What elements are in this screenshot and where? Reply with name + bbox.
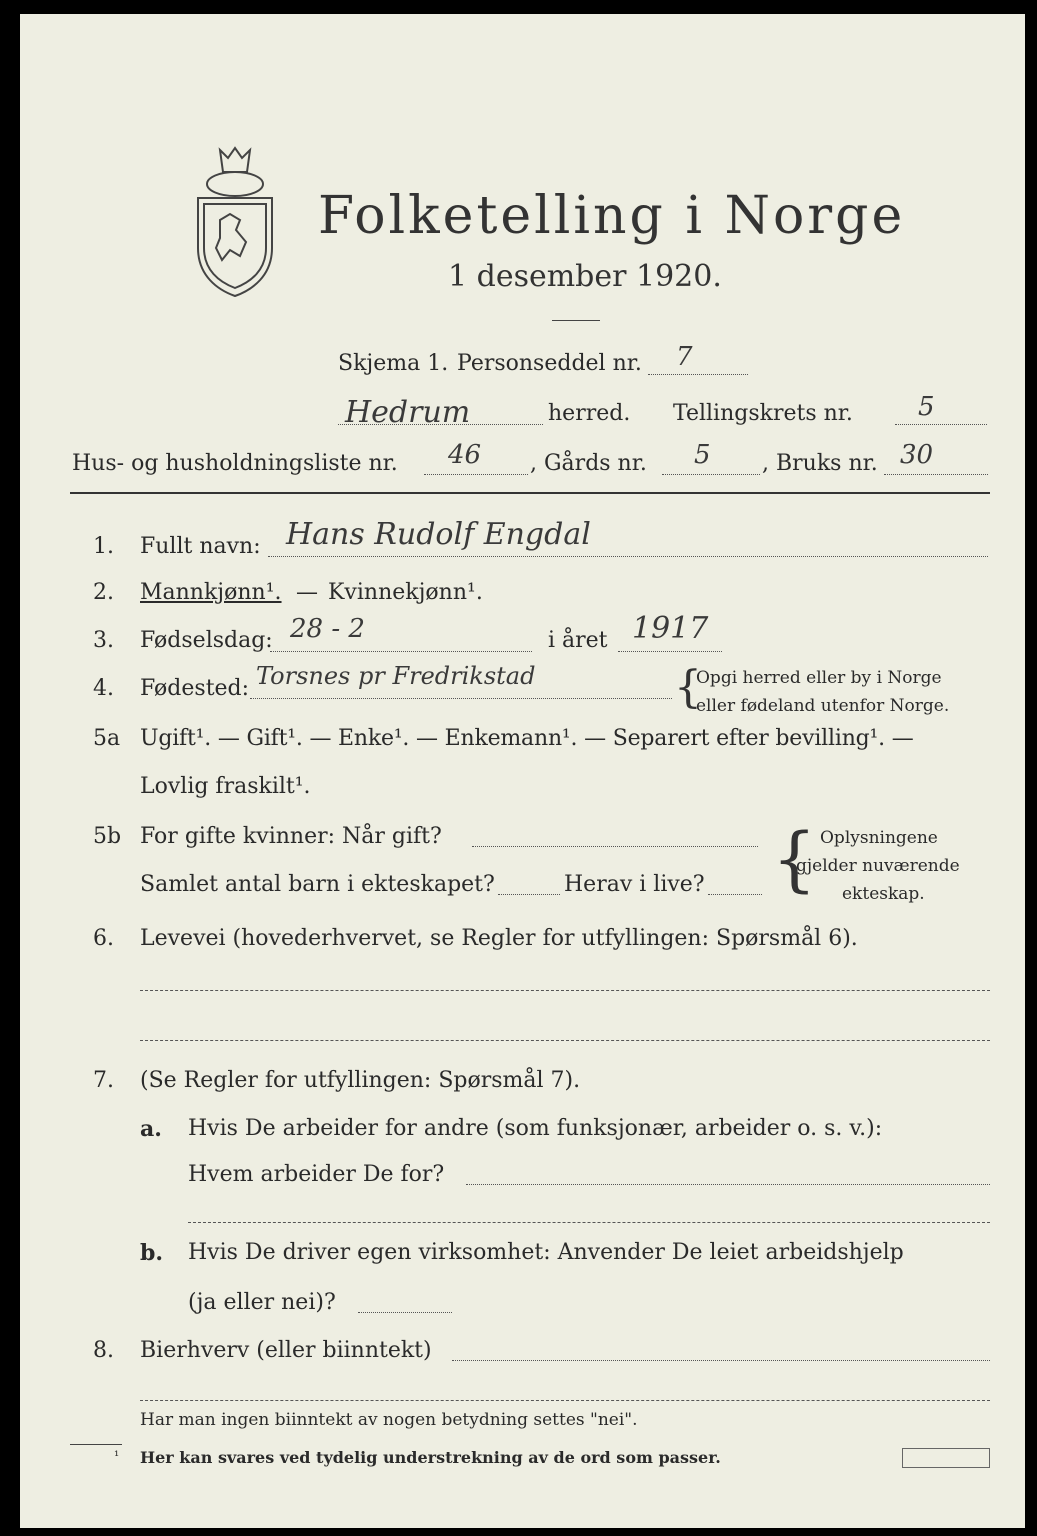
q2-male: Mannkjønn¹. — [140, 580, 282, 605]
tellingskrets-label: Tellingskrets nr. — [673, 401, 853, 426]
q3-year-line — [618, 651, 722, 652]
q1-line — [268, 556, 988, 557]
personseddel-label: Personseddel nr. — [457, 351, 642, 376]
q5b-brace: { — [772, 818, 817, 900]
header-divider — [70, 492, 990, 494]
q4-note-line1: Opgi herred eller by i Norge — [696, 668, 942, 688]
q7-label: (Se Regler for utfyllingen: Spørsmål 7). — [140, 1068, 581, 1093]
q4-number: 4. — [93, 676, 114, 701]
bruks-line — [884, 474, 988, 475]
q1-number: 1. — [93, 534, 114, 559]
q1-name-value: Hans Rudolf Engdal — [286, 517, 591, 552]
q5b-note-line2: gjelder nuværende — [796, 856, 960, 876]
q3-year-label: i året — [548, 628, 608, 653]
q5b-line2 — [498, 894, 560, 895]
q2-number: 2. — [93, 580, 114, 605]
q4-note-line2: eller fødeland utenfor Norge. — [696, 696, 950, 716]
q5b-label1: For gifte kvinner: Når gift? — [140, 824, 442, 849]
q5b-label2: Samlet antal barn i ekteskapet? — [140, 872, 495, 897]
q5b-label3: Herav i live? — [564, 872, 705, 897]
q5b-note-line1: Oplysningene — [820, 828, 938, 848]
q7-number: 7. — [93, 1068, 114, 1093]
q3-number: 3. — [93, 628, 114, 653]
q8-answer-line1 — [452, 1360, 990, 1361]
q5b-line1 — [472, 846, 758, 847]
q7a-line1: Hvis De arbeider for andre (som funksjonær, arbeider o. s. v.): — [188, 1116, 883, 1141]
q3-label: Fødselsdag: — [140, 628, 273, 653]
q7b-answer-line — [358, 1312, 452, 1313]
q3-birthday-value: 28 - 2 — [290, 614, 365, 644]
q5b-line3 — [708, 894, 762, 895]
q5b-note-line3: ekteskap. — [842, 884, 925, 904]
q6-label: Levevei (hovederhvervet, se Regler for utfyllingen: Spørsmål 6). — [140, 926, 858, 951]
q8-answer-line2 — [140, 1400, 990, 1401]
q7b-line1: Hvis De driver egen virksomhet: Anvender De leiet arbeidshjelp — [188, 1240, 904, 1265]
q4-label: Fødested: — [140, 676, 250, 701]
q3-year-value: 1917 — [632, 611, 709, 646]
personseddel-value: 7 — [676, 342, 693, 372]
q7a-answer-line2 — [188, 1222, 990, 1223]
title-rule — [552, 320, 600, 321]
personseddel-line — [648, 374, 748, 375]
printer-stamp — [902, 1448, 990, 1468]
q8-number: 8. — [93, 1338, 114, 1363]
coat-of-arms-icon — [190, 140, 280, 300]
q5a-line1: Ugift¹. — Gift¹. — Enke¹. — Enkemann¹. — Separert efter bevilling¹. — — [140, 726, 914, 751]
q6-answer-line1 — [140, 990, 990, 991]
q5b-number: 5b — [93, 824, 122, 849]
hus-line — [424, 474, 528, 475]
footnote-text: Her kan svares ved tydelig understrekning av de ord som passer. — [140, 1448, 721, 1467]
bruks-label: , Bruks nr. — [762, 451, 878, 476]
q1-label: Fullt navn: — [140, 534, 261, 559]
q2-female: Kvinnekjønn¹. — [328, 580, 483, 605]
gards-line — [662, 474, 760, 475]
form-title: Folketelling i Norge — [318, 186, 906, 246]
q8-note: Har man ingen biinntekt av nogen betydning settes "nei". — [140, 1410, 638, 1430]
gards-label: , Gårds nr. — [530, 451, 647, 476]
q4-line — [250, 698, 672, 699]
form-subtitle: 1 desember 1920. — [448, 259, 722, 294]
tellingskrets-line — [895, 424, 987, 425]
footnote-rule — [70, 1444, 122, 1445]
hus-label: Hus- og husholdningsliste nr. — [72, 451, 398, 476]
q7a-answer-line1 — [466, 1184, 990, 1185]
q5a-line2: Lovlig fraskilt¹. — [140, 774, 311, 799]
q7b-line2: (ja eller nei)? — [188, 1290, 336, 1315]
q7b-letter: b. — [140, 1240, 164, 1266]
q4-brace: { — [674, 662, 702, 713]
q7a-line2: Hvem arbeider De for? — [188, 1162, 445, 1187]
gards-value: 5 — [694, 440, 711, 470]
q6-answer-line2 — [140, 1040, 990, 1041]
q6-number: 6. — [93, 926, 114, 951]
footnote-mark: ¹ — [114, 1449, 120, 1464]
herred-label: herred. — [548, 401, 631, 426]
q5a-number: 5a — [93, 726, 121, 751]
q3-line — [270, 651, 532, 652]
q8-label: Bierhverv (eller biinntekt) — [140, 1338, 432, 1363]
tellingskrets-value: 5 — [918, 392, 935, 422]
q2-sep: — — [296, 580, 318, 605]
bruks-value: 30 — [900, 440, 934, 470]
q7a-letter: a. — [140, 1116, 162, 1142]
hus-value: 46 — [448, 440, 482, 470]
schema-label: Skjema 1. — [338, 351, 449, 376]
herred-value: Hedrum — [345, 395, 471, 430]
herred-line — [338, 424, 543, 425]
q4-birthplace-value: Torsnes pr Fredrikstad — [256, 662, 536, 690]
